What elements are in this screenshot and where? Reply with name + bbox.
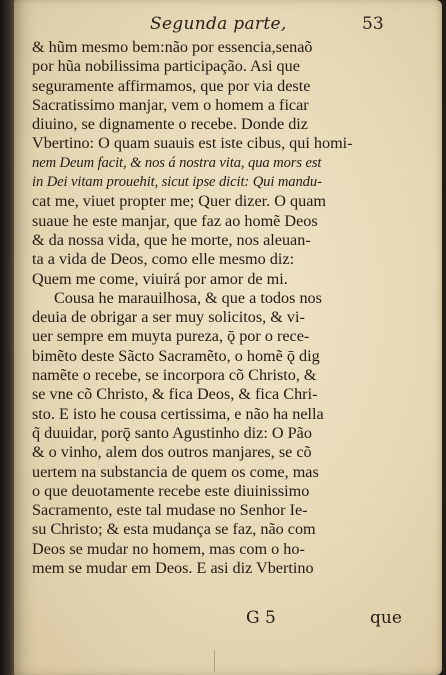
text-line: deuia de obrigar a ser muy solicitos, & vi- bbox=[32, 308, 305, 327]
text-line: namẽte o recebe, se incorpora cõ Christo, & bbox=[32, 366, 317, 385]
body-text bbox=[32, 38, 404, 578]
text-line: por hũa nobilissima participação. Asi que bbox=[32, 57, 300, 76]
page-header bbox=[14, 14, 442, 38]
text-line: su Christo; & esta mudança se faz, não com bbox=[32, 520, 316, 539]
text-line: ta a vida de Deos, como elle mesmo diz: bbox=[32, 250, 295, 269]
running-head: Segunda parte, bbox=[150, 14, 287, 34]
text-line: diuino, se dignamente o recebe. Donde diz bbox=[32, 115, 308, 134]
page-footer bbox=[14, 608, 442, 632]
text-line: Quem me come, viuirá por amor de mi. bbox=[32, 269, 288, 288]
text-line: uertem na substancia de quem os come, mas bbox=[32, 462, 319, 481]
text-line: seguramente affirmamos, que por via deste bbox=[32, 76, 311, 95]
text-line: Vbertino: O quam suauis est iste cibus, qui homi- bbox=[32, 134, 353, 153]
text-line: o que deuotamente recebe este diuinissimo bbox=[32, 481, 310, 500]
text-line: Sacramento, este tal mudase no Senhor Ie- bbox=[32, 501, 308, 520]
page-number: 53 bbox=[362, 14, 384, 34]
text-line: mem se mudar em Deos. E asi diz Vbertino bbox=[32, 559, 314, 578]
catchword: que bbox=[370, 608, 402, 628]
book-page bbox=[14, 0, 442, 675]
signature-mark: G 5 bbox=[246, 608, 276, 628]
text-line: Deos se mudar no homem, mas com o ho- bbox=[32, 539, 305, 558]
paragraph-start-line: Cousa he marauilhosa, & que a todos nos bbox=[54, 288, 322, 307]
text-line: & o vinho, alem dos outros manjares, se cõ bbox=[32, 443, 312, 462]
text-line: se vne cõ Christo, & fica Deos, & fica Chri- bbox=[32, 385, 318, 404]
text-line: suaue he este manjar, que faz ao homẽ Deos bbox=[32, 211, 318, 230]
text-line: uer sempre em muyta pureza, ǭ por o rece- bbox=[32, 327, 310, 346]
text-line: & da nossa vida, que he morte, nos aleuan- bbox=[32, 230, 311, 249]
text-line: sto. E isto he cousa certissima, e não ha nella bbox=[32, 404, 324, 423]
latin-quote-line: in Dei vitam prouehit, sicut ipse dicit: Qui mandu- bbox=[32, 174, 322, 191]
text-line: cat me, viuet propter me; Quer dizer. O quam bbox=[32, 192, 326, 211]
text-line: & hũm mesmo bem:não por essencia,senaõ bbox=[32, 38, 313, 56]
latin-quote-line: nem Deum facit, & nos á nostra vita, qua mors est bbox=[32, 154, 322, 171]
loose-thread bbox=[214, 650, 255, 672]
text-line: Sacratissimo manjar, vem o homem a ficar bbox=[32, 95, 309, 114]
text-line: bimẽto deste Sãcto Sacramẽto, o homẽ ǭ dig bbox=[32, 346, 320, 365]
text-line: q̃ duuidar, porǭ santo Agustinho diz: O Pão bbox=[32, 423, 312, 442]
